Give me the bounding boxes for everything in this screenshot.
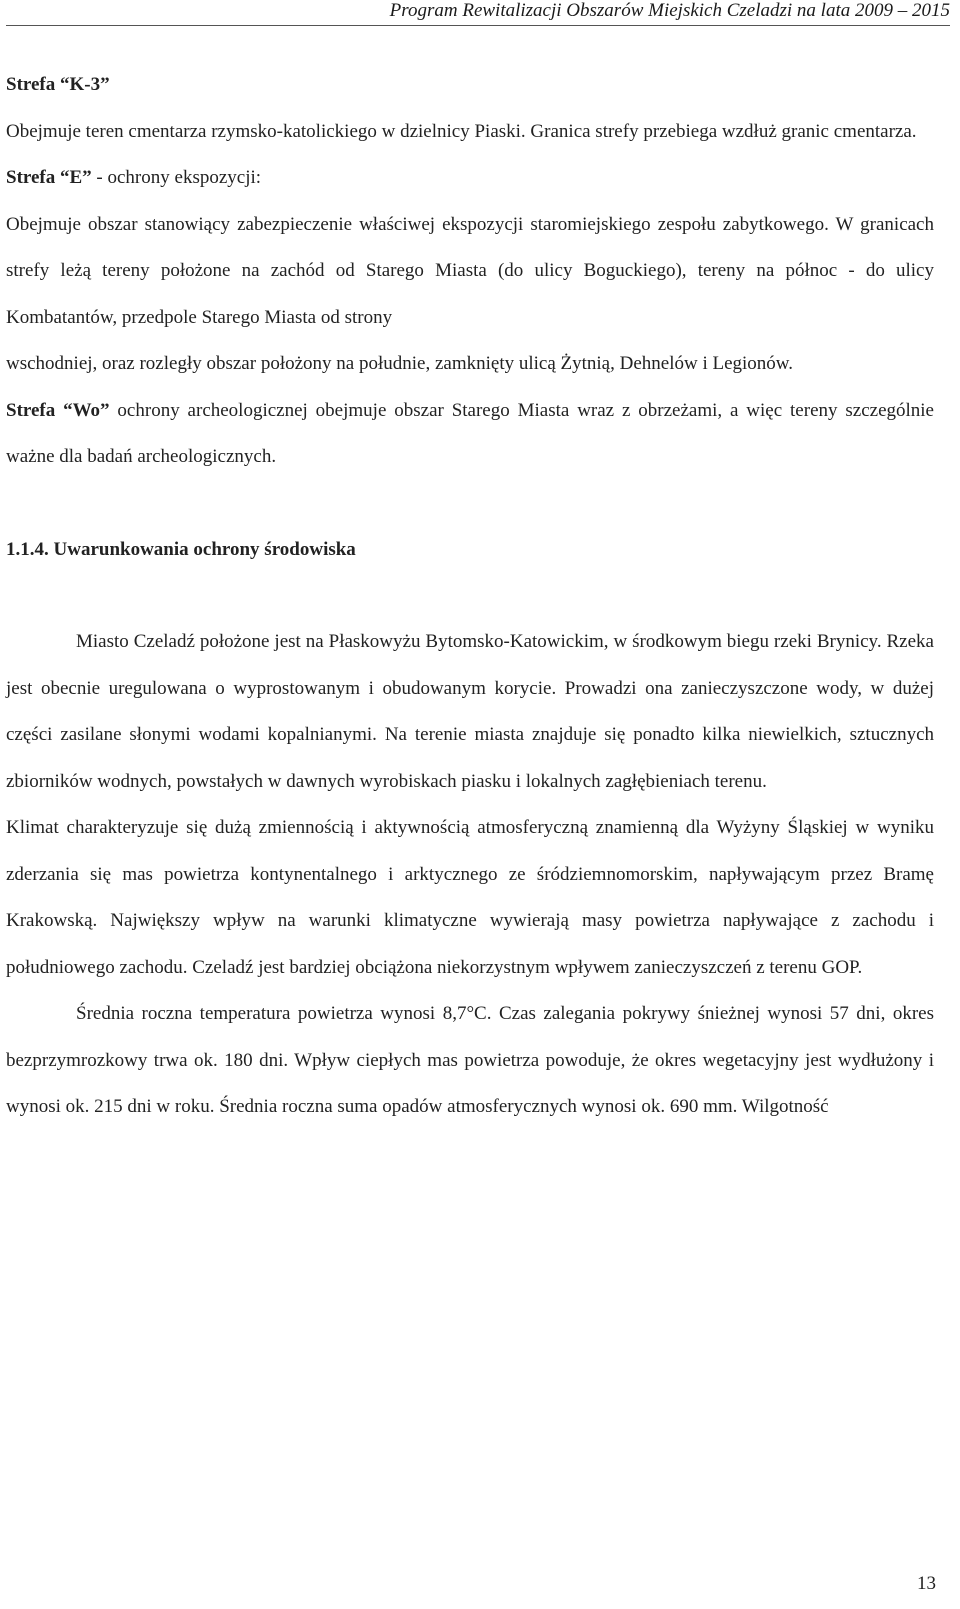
section-heading: 1.1.4. Uwarunkowania ochrony środowiska <box>6 538 356 560</box>
paragraph-hydrology: Miasto Czeladź położone jest na Płaskowyżu Bytomsko-Katowickim, w środkowym biegu rzeki Brynicy. Rzeka jest obecnie uregulowana o wyprostowanym i obudowanym korycie. Prowadzi ona zanieczyszczone wody, w dużej części zasilane słonymi wodami kopalnianymi. Na terenie miasta znajduje się ponadto kilka niewielkich, sztucznych zbiorników wodnych, powstałych w dawnych wyrobiskach piasku i lokalnych zagłębieniach terenu. <box>6 631 934 792</box>
section-e-title <box>6 155 934 202</box>
section-k3-title <box>6 62 934 109</box>
paragraph-climate: Klimat charakteryzuje się dużą zmiennością i aktywnością atmosferyczną znamienną dla Wyżyny Śląskiej w wyniku zderzania się mas powietrza kontynentalnego i arktycznego ze śródziemnomorskim, napływającym przez Bramę Krakowską. Największy wpływ na warunki klimatyczne wywierają masy powietrza napływające z zachodu i południowego zachodu. Czeladź jest bardziej obciążona niekorzystnym wpływem zanieczyszczeń z terenu GOP. <box>6 817 934 978</box>
document-body <box>6 62 934 1131</box>
section-e-title-rest: - ochrony ekspozycji: <box>91 167 262 188</box>
section-k3-body: Obejmuje teren cmentarza rzymsko-katolickiego w dzielnicy Piaski. Granica strefy przebiega wzdłuż granic cmentarza. <box>6 120 917 142</box>
section-e-body: Obejmuje obszar stanowiący zabezpieczenie właściwej ekspozycji staromiejskiego zespołu zabytkowego. W granicach strefy leżą tereny położone na zachód od Starego Miasta (do ulicy Boguckiego), tereny na północ - do ulicy Kombatantów, przedpole Starego Miasta od strony <box>6 213 934 328</box>
section-e-title-bold: Strefa “E” <box>6 167 92 188</box>
section-e-body-cont: wschodniej, oraz rozległy obszar położony na południe, zamknięty ulicą Żytnią, Dehnelów i Legionów. <box>6 353 794 374</box>
section-wo-body: ochrony archeologicznej obejmuje obszar Starego Miasta wraz z obrzeżami, a więc tereny szczególnie ważne dla badań archeologicznych. <box>6 399 934 467</box>
page-number: 13 <box>917 1573 936 1594</box>
paragraph-temperature: Średnia roczna temperatura powietrza wynosi 8,7°C. Czas zalegania pokrywy śnieżnej wynosi 57 dni, okres bezprzymrozkowy trwa ok. 180 dni. Wpływ ciepłych mas powietrza powoduje, że okres wegetacyjny jest wydłużony i wynosi ok. 215 dni w roku. Średnia roczna suma opadów atmosferycznych wynosi ok. 690 mm. Wilgotność <box>6 1003 934 1117</box>
spacer <box>6 481 934 527</box>
header-divider <box>6 25 950 26</box>
spacer <box>6 573 934 619</box>
section-wo-paragraph <box>6 388 934 481</box>
running-header: Program Rewitalizacji Obszarów Miejskich Czeladzi na lata 2009 – 2015 <box>389 0 950 21</box>
section-wo-title-bold: Strefa “Wo” <box>6 399 110 421</box>
section-k3-title-text: Strefa “K-3” <box>6 74 110 95</box>
